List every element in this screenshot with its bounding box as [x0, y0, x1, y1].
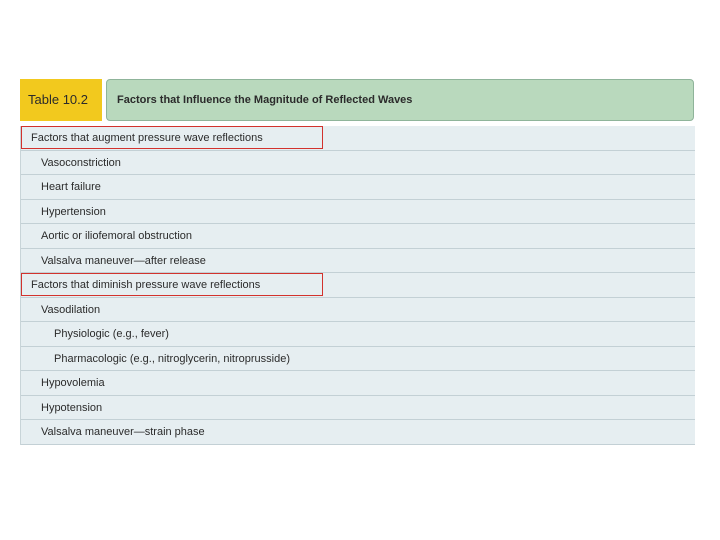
row-text: Hypotension	[41, 401, 103, 414]
row-text: Valsalva maneuver—after release	[41, 254, 206, 267]
row-text: Valsalva maneuver—strain phase	[41, 426, 205, 438]
table-row	[21, 175, 695, 200]
table-row	[21, 298, 695, 323]
table-row-section-augment	[21, 126, 695, 151]
table-row	[21, 396, 695, 421]
row-text: Factors that diminish pressure wave reflections	[31, 279, 261, 291]
table-row	[21, 322, 695, 347]
row-text: Physiologic (e.g., fever)	[54, 328, 169, 340]
row-text: Heart failure	[41, 181, 101, 193]
table-row	[21, 420, 695, 445]
row-text: Pharmacologic (e.g., nitroglycerin, nitroprusside)	[54, 352, 290, 365]
table-header	[20, 79, 694, 121]
table-row	[21, 224, 695, 249]
table-row-section-diminish	[21, 273, 695, 298]
row-text: Factors that augment pressure wave reflections	[31, 132, 263, 144]
table-number: Table 10.2	[20, 79, 102, 121]
table	[20, 79, 694, 438]
table-row	[21, 371, 695, 396]
table-body	[20, 126, 695, 445]
table-title: Factors that Influence the Magnitude of Reflected Waves	[106, 79, 694, 121]
row-text: Vasodilation	[41, 303, 101, 316]
table-row	[21, 347, 695, 372]
table-row	[21, 200, 695, 225]
table-row	[21, 249, 695, 274]
table-row	[21, 151, 695, 176]
row-text: Hypovolemia	[41, 377, 105, 389]
row-text: Aortic or iliofemoral obstruction	[41, 230, 193, 242]
row-text: Hypertension	[41, 205, 106, 218]
row-text: Vasoconstriction	[41, 156, 121, 169]
